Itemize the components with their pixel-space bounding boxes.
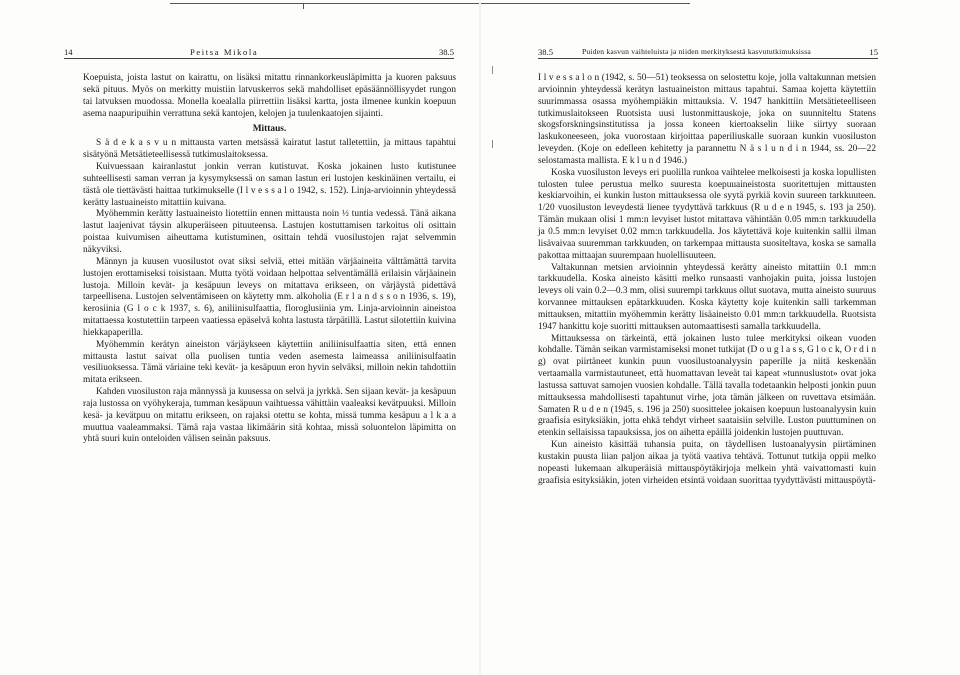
paragraph: S ä d e k a s v u n mittausta varten metsässä kairatut lastut talletettiin, ja mittaus tapahtui sisätyönä Metsätieteellisessä tutkimuslaitoksessa. <box>83 138 456 161</box>
volume-number: 38.5 <box>538 47 554 57</box>
right-page <box>538 46 876 488</box>
gutter-mark <box>492 140 493 148</box>
gutter-mark <box>492 66 493 74</box>
volume-number: 38.5 <box>438 47 454 57</box>
section-heading: Mittaus. <box>252 124 287 135</box>
scan-top-tick <box>303 3 304 9</box>
paragraph: Kun aineisto käsittää tuhansia puita, on täydellisen lustoanalyysin piirtäminen kustakin puusta liian paljon aikaa ja työtä vaativa tehtävä. Tottunut tutkija oppii melko nopeasti lukemaan alkuperäisiä mittauspöytäkirjoja melkein yhtä vaivattomasti kuin graafisia esityksiäkin, joten virheiden etsintä voidaan suorittaa tyydyttävästi mittauspöytä- <box>538 440 876 486</box>
page-body <box>83 73 456 446</box>
page-number: 14 <box>64 47 73 57</box>
paragraph: Kuivuessaan kairanlastut jonkin verran kutistuvat. Koska jokainen lusto kutistunee suhteellisesti saman verran ja kysymyksessä on saman lastun eri lustojen keskinäinen vertailu, ei tästä ole tiettävästi haittaa tutkimukselle (I l v e s s a l o 1942, s. 152). Linja-arvioinnin yhteydessä kerätty lastuaineisto mitattiin kuivana. <box>83 162 456 208</box>
paragraph: Männyn ja kuusen vuosilustot ovat siksi selviä, ettei mitään värjäaineita välttämättä tarvita lustojen erottamiseksi toisistaan. Mutta työtä voidaan helpottaa selventämällä erilaisin värjäainein lustoja. Milloin kevät- ja kesäpuun leveys on mitattava erikseen, on värjäystä pidettävä tarpeellisena. Lustojen selventämiseen on käytetty mm. alkoholia (E r l a n d s s o n 1936, s. 19), kerosiinia (G l o c k 1937, s. 6), aniliinisulfaattia, floroglusiinia ym. Linja-arvioinnin aineistoa mitattaessa kostutettiin tarpeen vaatiessa epäselvä kohta lastusta tärpätillä. Lastut silotettiin kuivina hiekkapaperilla. <box>83 256 456 338</box>
paragraph: Myöhemmin kerätyn aineiston värjäykseen käytettiin aniliinisulfaattia siten, että ennen mittausta lastut saivat olla puolisen tuntia veden asemesta laimeassa aniliinisulfaatin vesiliuoksessa. Tämä väriaine teki kevät- ja kesäpuun eron hyvin selväksi, milloin nekin tahdottiin mitata erikseen. <box>83 339 456 386</box>
book-gutter <box>479 0 481 675</box>
paragraph: Myöhemmin kerätty lastuaineisto liotettiin ennen mittausta noin ½ tuntia vedessä. Tänä aikana lastut laajenivat täysin alkuperäiseen pituuteensa. Lastujen kostuttamisen tarkoitus oli osittain poistaa kuivumisen aiheuttama kutistuminen, osittain tehdä vuosilustojen rajat selvemmin näkyviksi. <box>83 209 456 255</box>
paragraph: Koepuista, joista lastut on kairattu, on lisäksi mitattu rinnankorkeusläpimitta ja kuoren paksuus sekä pituus. Myös on merkitty muistiin latvuskerros sekä mahdolliset epäsäännöllisyydet rungon tai latvuksen muodossa. Monella koealalla piirrettiin lisäksi kartta, josta ilmenee kunkin koepuun asema naapuripuihin verrattuna sekä kantojen, kelojen ja tuulenkaatojen sijainti. <box>83 73 456 119</box>
page-header <box>64 46 454 59</box>
page-body <box>538 73 876 488</box>
paragraph: Koska vuosiluston leveys eri puolilla runkoa vaihtelee melkoisesti ja koska lopullisten tulosten tulee perustua melko suuresta koepuuaineistosta suoritettujen mittausten keskiarvoihin, ei kunkin luston mittauksessa ole syytä pyrkiä kovin suureen tarkkuuteen. 1/20 vuosiluston leveydestä lienee tyydyttävä tarkkuus (R u d e n 1945, s. 193 ja 250). Tämän mukaan olisi 1 mm:n levyiset lustot mitattava vähintään 0.05 mm:n tarkkuudella ja 0.5 mm:n levyiset 0.02 mm:n tarkkuudella. Jos käytettävä koje kuitenkin sallii ilman lisävaivaa suuremman tarkkuuden, on tarkempaa mittausta suositeltava, koska se samalla pakottaa mittaajan suurempaan huolellisuuteen. <box>538 167 876 261</box>
page-header <box>538 46 878 59</box>
paragraph: Kahden vuosiluston raja männyssä ja kuusessa on selvä ja jyrkkä. Sen sijaan kevät- ja kesäpuun raja lustossa on vyöhykeraja, tumman kesäpuun vaihtuessa vähittäin vaaleaksi kevätpuuksi. Milloin kesä- ja kevätpuu on mitattu erikseen, on rajaksi otettu se kohta, missä tumma kesäpuu a l k a a muuttua vaaleammaksi. Tämä raja vastaa likimäärin sitä kohtaa, missä soluontelon läpimitta on yhtä suuri kuin onteloiden välisen seinän paksuus. <box>83 387 456 445</box>
paragraph: Valtakunnan metsien arvioinnin yhteydessä kerätty aineisto mitattiin 0.1 mm:n tarkkuudella. Koska aineisto käsitti melko runsaasti vanhojakin puita, joissa lustojen leveys oli vain 0.2—0.3 mm, olisi suurempi tarkkuus ollut suotava, mutta aineisto suuruus korvannee mittauksen epätarkkuuden. Koska käytetty koje kuitenkin salli tarkemman mittauksen, mitattiin myöhemmin kerätty lisäaineisto 0.01 mm:n tarkkuudella. Ruotsista 1947 hankittu koje suoritti mittauksen automaattisesti samalla tarkkuudella. <box>538 262 876 332</box>
paragraph: Mittauksessa on tärkeintä, että jokainen lusto tulee merkityksi oikean vuoden kohdalle. Tämän seikan varmistamiseksi monet tutkijat (D o u g l a s s, G l o c k, O r d i n g) ovat piirtäneet kunkin puun vuosilustoanalyysin paperille ja niitä keskenään vertaamalla varmistautuneet, että huomattavan leveät tai kapeat »tunnuslustot» ovat joka lastussa sattuvat samojen vuosien kohdalle. Tällä tavalla todetaankin helposti jonkin puun mittauksessa mahdollisesti tapahtunut virhe, jota tämän jälkeen on ruvettava etsimään. Samaten R u d e n (1945, s. 196 ja 250) suosittelee jokaisen koepuun lustoanalyysin kuin graafisia esityksiäkin, jotta ehkä tehdyt virheet saataisiin selville. Luston puuttuminen on etenkin sellaisissa tapauksissa, jos on aihetta epäillä joidenkin lustojen puuttuvan. <box>538 333 876 439</box>
left-page <box>64 46 456 446</box>
running-title: Peitsa Mikola <box>190 47 259 57</box>
page-number: 15 <box>869 47 878 57</box>
running-title: Puiden kasvun vaihteluista ja niiden merkityksestä kasvututkimuksissa <box>582 47 811 56</box>
scan-top-rule <box>170 3 690 4</box>
paragraph: I l v e s s a l o n (1942, s. 50—51) teoksessa on selostettu koje, jolla valtakunnan metsien arvioinnin yhteydessä kerätyn lastuaineiston mittaus tapahtui. Samaa kojetta käytettiin suurimmassa osassa myöhempiäkin mittauksia. V. 1947 hankittiin Metsätieteelliseen tutkimuslaitokseen Ruotsista uusi lustonmittauskoje, joka on suunniteltu Statens skogsforskningsinstitutissa ja jossa koneen kiertoakselin liike siirtyy suoraan laskukoneeseen, joka vuorostaan kirjoittaa paperiliuskalle suoraan kunkin vuosiluston leveyden. (Koje on edelleen kehitetty ja parannettu N ä s l u n d i n 1944, ss. 20—22 selostamasta mallista. E k l u n d 1946.) <box>538 73 876 166</box>
